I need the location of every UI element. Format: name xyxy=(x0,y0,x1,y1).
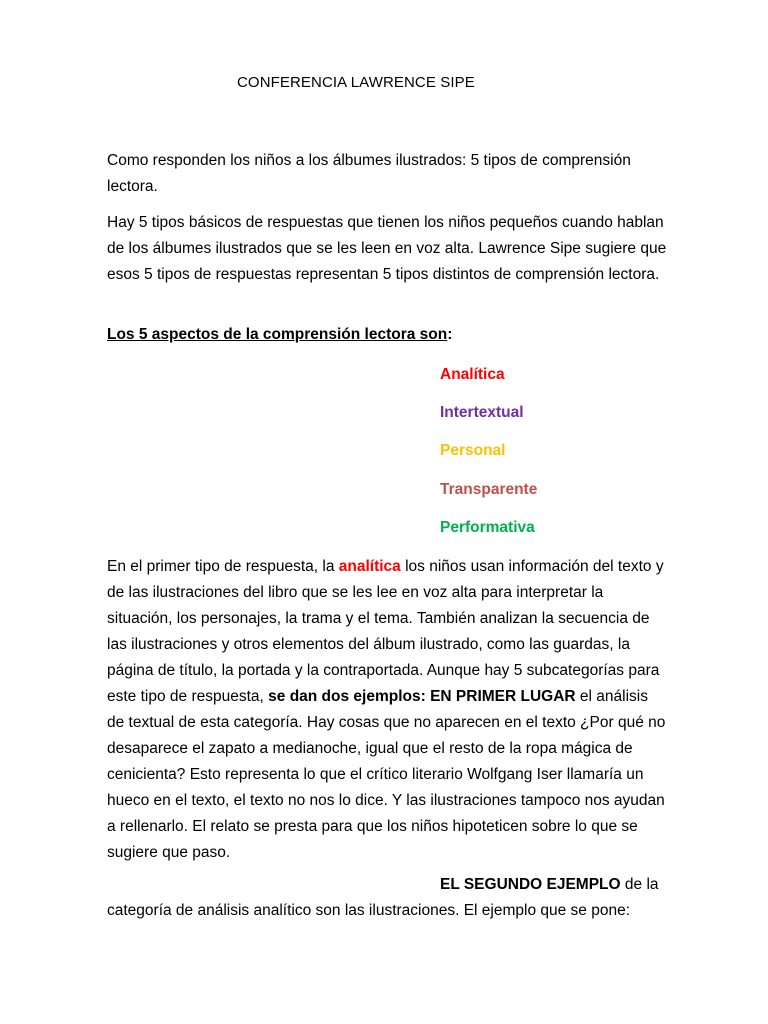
aspect-transparente: Transparente xyxy=(440,481,538,498)
paragraph-analitica-part2: los niños usan información del texto y de las ilustraciones del libro que se les lee en voz alta para interpretar la situación, los personajes, la trama y el tema. También analizan la secuencia de las ilustraciones y otros elementos del álbum ilustrado, como las guardas, la página de título, la portada y la contraportada. Aunque hay 5 subcategorías para este tipo de respuesta, xyxy=(107,558,664,705)
ejemplos-bold: se dan dos ejemplos: EN PRIMER LUGAR xyxy=(268,688,576,705)
aspects-heading-text: Los 5 aspectos de la comprensión lectora son xyxy=(107,326,448,343)
segundo-ejemplo-bold: EL SEGUNDO EJEMPLO xyxy=(440,876,621,893)
analitica-highlight: analítica xyxy=(338,558,401,575)
intro-paragraph: Como responden los niños a los álbumes ilustrados: 5 tipos de comprensión lectora. xyxy=(107,152,631,195)
aspects-heading xyxy=(107,326,452,344)
aspect-personal: Personal xyxy=(440,442,506,459)
aspect-intertextual: Intertextual xyxy=(440,404,524,421)
aspect-analitica: Analítica xyxy=(440,366,505,383)
paragraph-respuestas: Hay 5 tipos básicos de respuestas que tienen los niños pequeños cuando hablan de los álbumes ilustrados que se les leen en voz alta. Lawrence Sipe sugiere que esos 5 tipos de respuestas representan 5 tipos distintos de comprensión lectora. xyxy=(107,214,667,283)
aspect-performativa: Performativa xyxy=(440,519,535,536)
document-title: CONFERENCIA LAWRENCE SIPE xyxy=(237,74,475,91)
paragraph-analitica-part3: el análisis de textual de esta categoría. Hay cosas que no aparecen en el texto ¿Por qué no desaparece el zapato a medianoche, igual que el resto de la ropa mágica de cenicienta? Esto representa lo que el crítico literario Wolfgang Iser llamaría un hueco en el texto, el texto no nos lo dice. Y las ilustraciones tampoco nos ayudan a rellenarlo. El relato se presta para que los niños hipoteticen sobre lo que se sugiere que paso. xyxy=(107,688,666,861)
paragraph-analitica-part1: En el primer tipo de respuesta, la xyxy=(107,558,339,575)
aspects-heading-colon: : xyxy=(447,326,453,343)
paragraph-analitica xyxy=(107,554,667,866)
paragraph-segundo-ejemplo xyxy=(107,872,667,924)
segundo-ejemplo-text: de la categoría de análisis analítico son las ilustraciones. El ejemplo que se pone: xyxy=(107,876,659,919)
